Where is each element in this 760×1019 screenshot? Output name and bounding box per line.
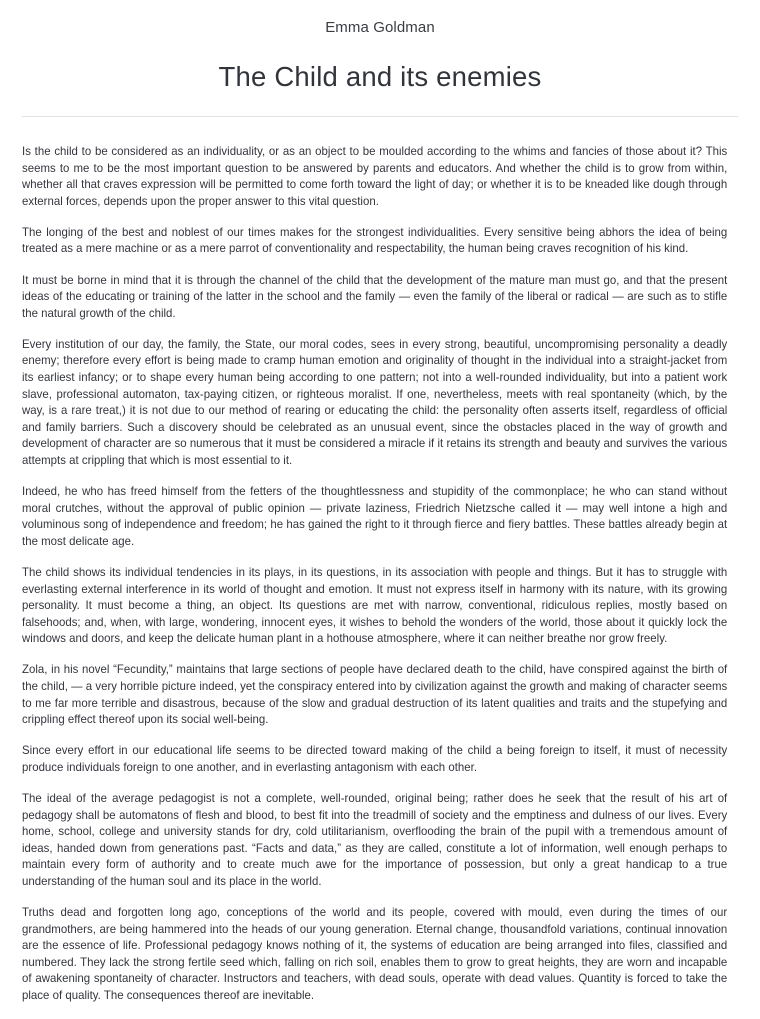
body-paragraph: Zola, in his novel “Fecundity,” maintains that large sections of people have declared death to the child, have conspired against the birth of the child, — a very horrible picture indeed, yet the conspiracy entered into by civilization against the growth and making of character seems to me far more terrible and disastrous, because of the slow and gradual destruction of its latent qualities and traits and the stupefying and crippling effect thereof upon its social well-being. — [22, 663, 728, 727]
header-divider — [22, 116, 738, 117]
body-paragraph: The longing of the best and noblest of our times makes for the strongest individualities. Every sensitive being abhors the idea of being treated as a mere machine or as a mere parrot of conventionality and respectability, the human being craves recognition of his kind. — [22, 225, 728, 256]
document-header — [0, 0, 760, 94]
document-author: Emma Goldman — [325, 19, 435, 36]
body-paragraph: Is the child to be considered as an individuality, or as an object to be moulded according to the whims and fancies of those about it? This seems to me to be the most important question to be answered by parents and educators. And whether the child is to grow from within, whether all that craves expression will be permitted to come forth toward the light of day; or whether it is to be kneaded like dough through external forces, depends upon the proper answer to this vital question. — [22, 145, 728, 208]
body-paragraph: Every institution of our day, the family, the State, our moral codes, sees in every strong, beautiful, uncompromising personality a deadly enemy; therefore every effort is being made to cramp human emotion and originality of thought in the individual into a straight-jacket from its earliest infancy; or to shape every human being according to one pattern; not into a well-rounded individuality, but into a patient work slave, professional automaton, tax-paying citizen, or righteous moralist. If one, nevertheless, meets with real spontaneity (which, by the way, is a rare treat,) it is not due to our method of rearing or educating the child: the personality often asserts itself, regardless of official and family barriers. Such a discovery should be celebrated as an unusual event, since the obstacles placed in the way of growth and development of character are so numerous that it must be considered a miracle if it retains its strength and beauty and survives the various attempts at crippling that which is most essential to it. — [22, 337, 728, 467]
document-body — [0, 144, 760, 1019]
body-paragraph: Indeed, he who has freed himself from the fetters of the thoughtlessness and stupidity of the commonplace; he who can stand without moral crutches, without the approval of public opinion — private laziness, Friedrich Nietzsche called it — may well intone a high and voluminous song of independence and freedom; he has gained the right to it through fierce and fiery battles. These battles already begin at the most delicate age. — [22, 485, 728, 548]
body-paragraph: The ideal of the average pedagogist is not a complete, well-rounded, original being; rather does he seek that the result of his art of pedagogy shall be automatons of flesh and blood, to best fit into the treadmill of society and the emptiness and dulness of our lives. Every home, school, college and university stands for dry, cold utilitarianism, overflooding the brain of the pupil with a tremendous amount of ideas, handed down from generations past. “Facts and data,” as they are called, constitute a lot of information, well enough perhaps to maintain every form of authority and to create much awe for the importance of possession, but only a great handicap to a true understanding of the human soul and its place in the world. — [22, 792, 728, 888]
body-paragraph: Since every effort in our educational life seems to be directed toward making of the child a being foreign to itself, it must of necessity produce individuals foreign to one another, and in everlasting antagonism with each other. — [22, 744, 728, 774]
body-paragraph: Truths dead and forgotten long ago, conceptions of the world and its people, covered with mould, even during the times of our grandmothers, are being hammered into the heads of our young generation. Eternal change, thousandfold variations, continual innovation are the essence of life. Professional pedagogy knows nothing of it, the systems of education are being arranged into files, classified and numbered. They lack the strong fertile seed which, falling on rich soil, enables them to grow to great heights, they are worn and incapable of awakening spontaneity of character. Instructors and teachers, with dead souls, operate with dead values. Quantity is forced to take the place of quality. The consequences thereof are inevitable. — [22, 906, 728, 1003]
body-paragraph: The child shows its individual tendencies in its plays, in its questions, in its association with people and things. But it has to struggle with everlasting external interference in its world of thought and emotion. It must not express itself in harmony with its nature, with its growing personality. It must become a thing, an object. Its questions are met with narrow, conventional, ridiculous replies, mostly based on falsehoods; and, when, with large, wondering, innocent eyes, it wishes to behold the wonders of the world, those about it quickly lock the windows and doors, and keep the delicate human plant in a hothouse atmosphere, where it can neither breathe nor grow freely. — [22, 565, 728, 646]
document-title: The Child and its enemies — [218, 61, 542, 92]
body-paragraph: It must be borne in mind that it is through the channel of the child that the development of the mature man must go, and that the present ideas of the educating or training of the latter in the school and the family — even the family of the liberal or radical — are such as to stifle the natural growth of the child. — [22, 273, 728, 320]
